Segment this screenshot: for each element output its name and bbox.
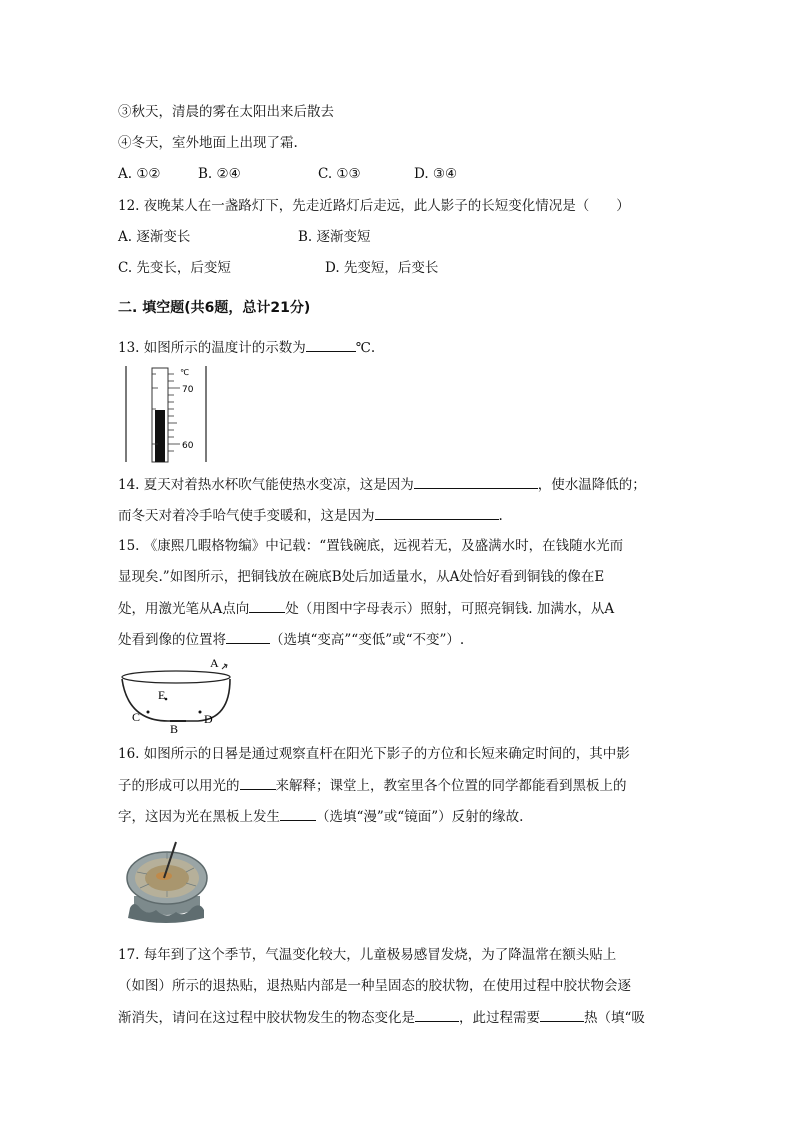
point-d-label: D <box>204 712 213 726</box>
q12-option-b: B. 逐渐变短 <box>298 229 371 245</box>
q12-option-c: C. 先变长，后变短 <box>118 260 231 276</box>
q15-line-1: 15. 《康熙几暇格物编》中记载：“置钱碗底，远视若无，及盛满水时，在钱随水光而 <box>118 538 624 554</box>
q17-line-1: 17. 每年到了这个季节，气温变化较大，儿童极易感冒发烧，为了降温常在额头贴上 <box>118 947 617 963</box>
q12-stem: 12. 夜晚某人在一盏路灯下，先走近路灯后走远，此人影子的长短变化情况是（ ） <box>118 198 630 214</box>
q11-option-c: C. ①③ <box>318 166 361 182</box>
sundial-photo <box>120 838 212 924</box>
thermometer-upper-label: 70 <box>182 385 194 395</box>
q17-answer-blank-1[interactable] <box>415 1007 459 1022</box>
q14-text: . <box>498 508 503 524</box>
point-a-label: A <box>210 656 219 670</box>
q14-line-2 <box>118 505 503 526</box>
q14-text: 而冬天对着冷手哈气使手变暖和，这是因为 <box>118 508 375 524</box>
q16-text: 字，这因为光在黑板上发生 <box>118 809 280 825</box>
q15-line-3 <box>118 598 614 619</box>
q15-answer-blank-2[interactable] <box>226 629 270 644</box>
q15-text: 处（用图中字母表示）照射，可照亮铜钱. 加满水，从A <box>285 601 615 617</box>
q14-answer-blank-1[interactable] <box>414 474 538 489</box>
q16-line-2 <box>118 775 627 796</box>
q16-answer-blank-1[interactable] <box>240 775 276 790</box>
q12-options-row2 <box>118 258 438 278</box>
point-b-label: B <box>170 722 179 736</box>
point-e-label: E <box>158 688 166 702</box>
q11-item-4: ④冬天，室外地面上出现了霜. <box>118 135 298 151</box>
q12-options-row1 <box>118 227 371 247</box>
q16-line-1: 16. 如图所示的日晷是通过观察直杆在阳光下影子的方位和长短来确定时间的，其中影 <box>118 746 630 762</box>
q17-text: 热（填“吸 <box>584 1010 645 1026</box>
q17-answer-blank-2[interactable] <box>540 1007 584 1022</box>
q14-text: 14. 夏天对着热水杯吹气能使热水变凉，这是因为 <box>118 477 414 493</box>
q15-text: 处看到像的位置将 <box>118 632 226 648</box>
q16-text: 子的形成可以用光的 <box>118 778 240 794</box>
q11-option-b: B. ②④ <box>198 166 241 182</box>
q16-answer-blank-2[interactable] <box>280 806 316 821</box>
q14-answer-blank-2[interactable] <box>375 505 499 520</box>
q15-text: （选填“变高”“变低”或“不变”）. <box>270 632 465 648</box>
q16-text: （选填“漫”或“镜面”）反射的缘故. <box>316 809 524 825</box>
q11-option-a: A. ①② <box>118 166 161 182</box>
q15-line-4 <box>118 629 464 650</box>
q11-item-3: ③秋天，清晨的雾在太阳出来后散去 <box>118 104 334 120</box>
q13-stem-pre: 13. 如图所示的温度计的示数为 <box>118 340 306 356</box>
section-title: 二. 填空题(共6题，总计21分) <box>118 300 311 316</box>
q15-text: 处，用激光笔从A点向 <box>118 601 250 617</box>
q13-stem-post: ℃. <box>355 340 376 356</box>
q14-line-1 <box>118 474 646 495</box>
point-c-label: C <box>132 710 141 724</box>
q13-stem <box>118 337 375 358</box>
q17-text: ，此过程需要 <box>459 1010 540 1026</box>
q11-options <box>118 164 457 184</box>
q12-option-d: D. 先变短，后变长 <box>325 260 439 276</box>
thermometer-figure <box>122 364 210 464</box>
thermometer-unit: ℃ <box>180 368 189 377</box>
thermometer-lower-label: 60 <box>182 441 194 451</box>
q17-line-2: （如图）所示的退热贴，退热贴内部是一种呈固态的胶状物，在使用过程中胶状物会逐 <box>118 978 631 994</box>
q16-line-3 <box>118 806 523 827</box>
bowl-coin-figure <box>118 655 240 737</box>
q17-text: 渐消失，请问在这过程中胶状物发生的物态变化是 <box>118 1010 415 1026</box>
q12-option-a: A. 逐渐变长 <box>118 229 191 245</box>
q16-text: 来解释；课堂上，教室里各个位置的同学都能看到黑板上的 <box>275 778 627 794</box>
q13-answer-blank[interactable] <box>306 337 356 352</box>
q17-line-3 <box>118 1007 645 1028</box>
q14-text: ，使水温降低的； <box>537 477 646 493</box>
q11-option-d: D. ③④ <box>414 166 458 182</box>
q15-line-2: 显现矣.”如图所示，把铜钱放在碗底B处后加适量水，从A处恰好看到铜钱的像在E <box>118 569 605 585</box>
q15-answer-blank-1[interactable] <box>249 598 285 613</box>
